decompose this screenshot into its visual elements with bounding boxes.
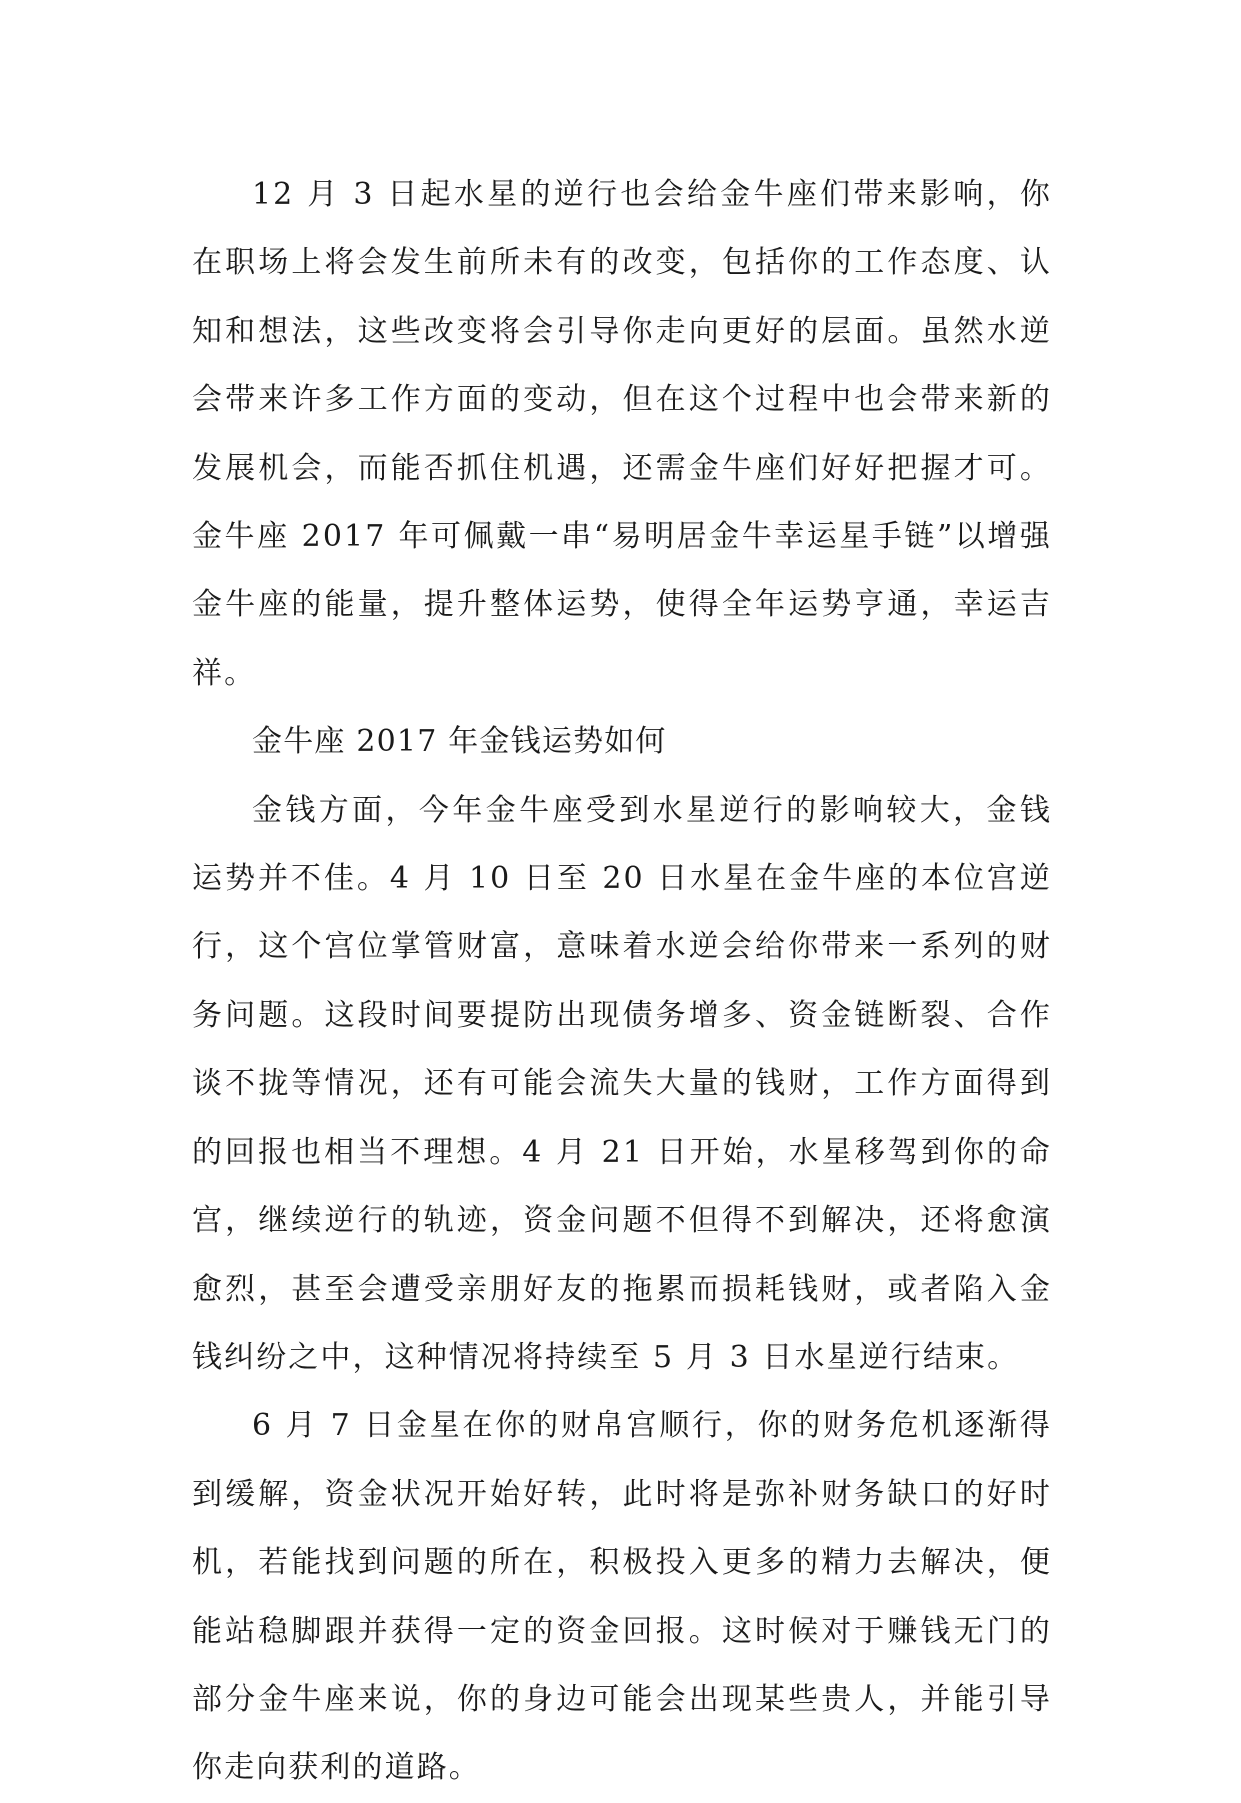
paragraph-career-mercury-retrograde: 12 月 3 日起水星的逆行也会给金牛座们带来影响，你在职场上将会发生前所未有的改变，包括你的工作态度、认知和想法，这些改变将会引导你走向更好的层面。虽然水逆会带来许多工作方面的变动，但在这个过程中也会带来新的发展机会，而能否抓住机遇，还需金牛座们好好把握才可。金牛座 2017 年可佩戴一串“易明居金牛幸运星手链”以增强金牛座的能量，提升整体运势，使得全年运势亨通，幸运吉祥。 (192, 177, 1052, 691)
paragraph-money-overview: 金钱方面，今年金牛座受到水星逆行的影响较大，金钱运势并不佳。4 月 10 日至 20 日水星在金牛座的本位宫逆行，这个宫位掌管财富，意味着水逆会给你带来一系列的财务问题。这段时间要提防出现债务增多、资金链断裂、合作谈不拢等情况，还有可能会流失大量的钱财，工作方面得到的回报也相当不理想。4 月 21 日开始，水星移驾到你的命宫，继续逆行的轨迹，资金问题不但得不到解决，还将愈演愈烈，甚至会遭受亲朋好友的拖累而损耗钱财，或者陷入金钱纠纷之中，这种情况将持续至 5 月 3 日水星逆行结束。 (192, 792, 1052, 1375)
paragraph-money-recovery: 6 月 7 日金星在你的财帛宫顺行，你的财务危机逐渐得到缓解，资金状况开始好转，此时将是弥补财务缺口的好时机，若能找到问题的所在，积极投入更多的精力去解决，便能站稳脚跟并获得一定的资金回报。这时候对于赚钱无门的部分金牛座来说，你的身边可能会出现某些贵人，并能引导你走向获利的道路。 (192, 1408, 1052, 1786)
document-body (192, 161, 1052, 1803)
section-heading-money-fortune: 金牛座 2017 年金钱运势如何 (252, 724, 667, 760)
